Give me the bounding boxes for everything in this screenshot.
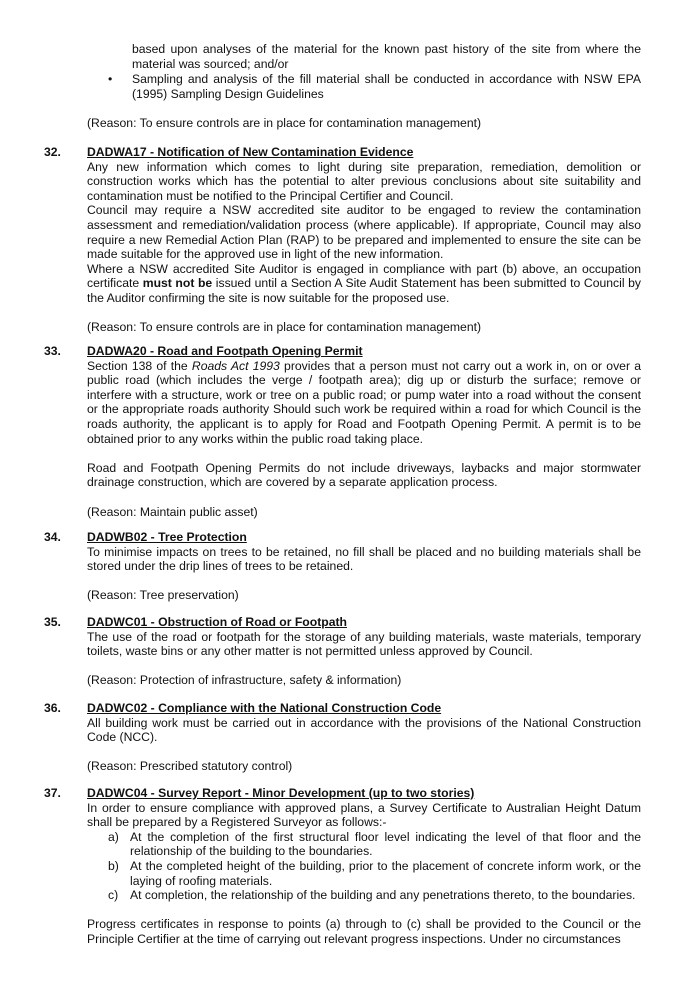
condition-number: 33. xyxy=(44,344,61,358)
intro-reason: (Reason: To ensure controls are in place for contamination management) xyxy=(87,116,482,130)
condition-reason: (Reason: Tree preservation) xyxy=(87,588,239,603)
condition-title: DADWB02 - Tree Protection xyxy=(87,530,247,544)
condition-title: DADWC02 - Compliance with the National Construction Code xyxy=(87,701,442,715)
condition-paragraph: In order to ensure compliance with approved plans, a Survey Certificate to Australian Height Datum shall be prepared by a Registered Surveyor as follows:- xyxy=(87,800,641,830)
list-item xyxy=(108,859,641,888)
condition-paragraph: The use of the road or footpath for the storage of any building materials, waste materials, temporary toilets, waste bins or any other matter is not permitted unless approved by Council. xyxy=(87,629,641,659)
intro-continuation-text: based upon analyses of the material for the known past history of the site from where the material was sourced; and/or xyxy=(132,42,641,71)
emphasis-text: must not be xyxy=(142,276,213,291)
condition-title: DADWC01 - Obstruction of Road or Footpath xyxy=(87,615,347,629)
bullet-icon: • xyxy=(108,72,113,86)
condition-number: 37. xyxy=(44,786,61,800)
condition-title: DADWA17 - Notification of New Contamination Evidence xyxy=(87,145,414,159)
paragraph-text: issued until a Section A Site Audit Statement has been submitted to Council by the Auditor confirming the site is now suitable for the proposed use. xyxy=(87,276,641,305)
condition-reason: (Reason: Maintain public asset) xyxy=(87,504,258,519)
condition-32 xyxy=(87,145,641,335)
list-item-text: At the completed height of the building, prior to the placement of concrete inform work, or the laying of roofing materials. xyxy=(130,858,641,888)
condition-36 xyxy=(87,701,641,774)
condition-paragraph: Council may require a NSW accredited site auditor to be engaged to review the contamination assessment and remediation/validation process (where applicable). If appropriate, Council may also require a new Remedial Action Plan (RAP) to be prepared and implemented to ensure the site can be made suitable for the approved use in light of the new information. xyxy=(87,203,641,262)
condition-reason: (Reason: Prescribed statutory control) xyxy=(87,759,293,774)
condition-paragraph: Road and Footpath Opening Permits do not include driveways, laybacks and major stormwater drainage construction, which are covered by a separate application process. xyxy=(87,460,641,490)
intro-bullet-text: Sampling and analysis of the fill material shall be conducted in accordance with NSW EPA (1995) Sampling Design Guidelines xyxy=(132,72,641,101)
survey-points-list xyxy=(108,830,641,903)
condition-paragraph: To minimise impacts on trees to be retained, no fill shall be placed and no building materials shall be stored under the drip lines of trees to be retained. xyxy=(87,544,641,574)
list-item xyxy=(108,830,641,859)
paragraph-text: provides that a person must not carry out a work in, on or over a public road (which includes the verge / footpath area); dig up or disturb the surface; remove or interfere with a structure, work or tree on a public road; or pump water into a road without the consent or the appropriate roads authority Should such work be required within a road for which Council is the roads authority, the applicant is to apply for Road and Footpath Opening Permit. A permit is to be obtained prior to any works within the public road taking place. xyxy=(87,358,641,446)
list-item-label: c) xyxy=(108,888,119,903)
condition-paragraph xyxy=(87,359,641,447)
condition-paragraph: All building work must be carried out in accordance with the provisions of the National Construction Code (NCC). xyxy=(87,715,641,745)
condition-reason: (Reason: To ensure controls are in place for contamination management) xyxy=(87,320,482,335)
condition-number: 32. xyxy=(44,145,61,159)
paragraph-text: Section 138 of the xyxy=(87,358,192,373)
condition-paragraph xyxy=(87,262,641,306)
list-item-text: At the completion of the first structural floor level indicating the level of that floor and the relationship of the building to the boundaries. xyxy=(130,829,641,859)
condition-number: 36. xyxy=(44,701,61,715)
condition-number: 35. xyxy=(44,615,61,629)
condition-paragraph: Progress certificates in response to points (a) through to (c) shall be provided to the Council or the Principle Certifier at the time of carrying out relevant progress inspections. Under no circumstances xyxy=(87,917,641,946)
condition-title: DADWA20 - Road and Footpath Opening Permit xyxy=(87,344,363,358)
condition-37 xyxy=(87,786,641,947)
condition-33 xyxy=(87,344,641,519)
list-item-label: a) xyxy=(108,829,119,844)
condition-34 xyxy=(87,530,641,603)
condition-35 xyxy=(87,615,641,688)
paragraph-text: Where a NSW accredited Site Auditor is engaged in compliance with part (b) above, an occupation certificate xyxy=(87,261,641,291)
list-item xyxy=(108,888,641,903)
list-item-text: At completion, the relationship of the building and any penetrations thereto, to the boundaries. xyxy=(130,888,636,903)
condition-number: 34. xyxy=(44,530,61,544)
list-item-label: b) xyxy=(108,858,119,873)
condition-title: DADWC04 - Survey Report - Minor Development (up to two stories) xyxy=(87,786,475,800)
condition-reason: (Reason: Protection of infrastructure, safety & information) xyxy=(87,673,402,688)
condition-paragraph: Any new information which comes to light during site preparation, remediation, demolition or construction works which has the potential to alter previous conclusions about site suitability and contamination must be notified to the Principal Certifier and Council. xyxy=(87,159,641,203)
act-name: Roads Act 1993 xyxy=(191,358,280,373)
